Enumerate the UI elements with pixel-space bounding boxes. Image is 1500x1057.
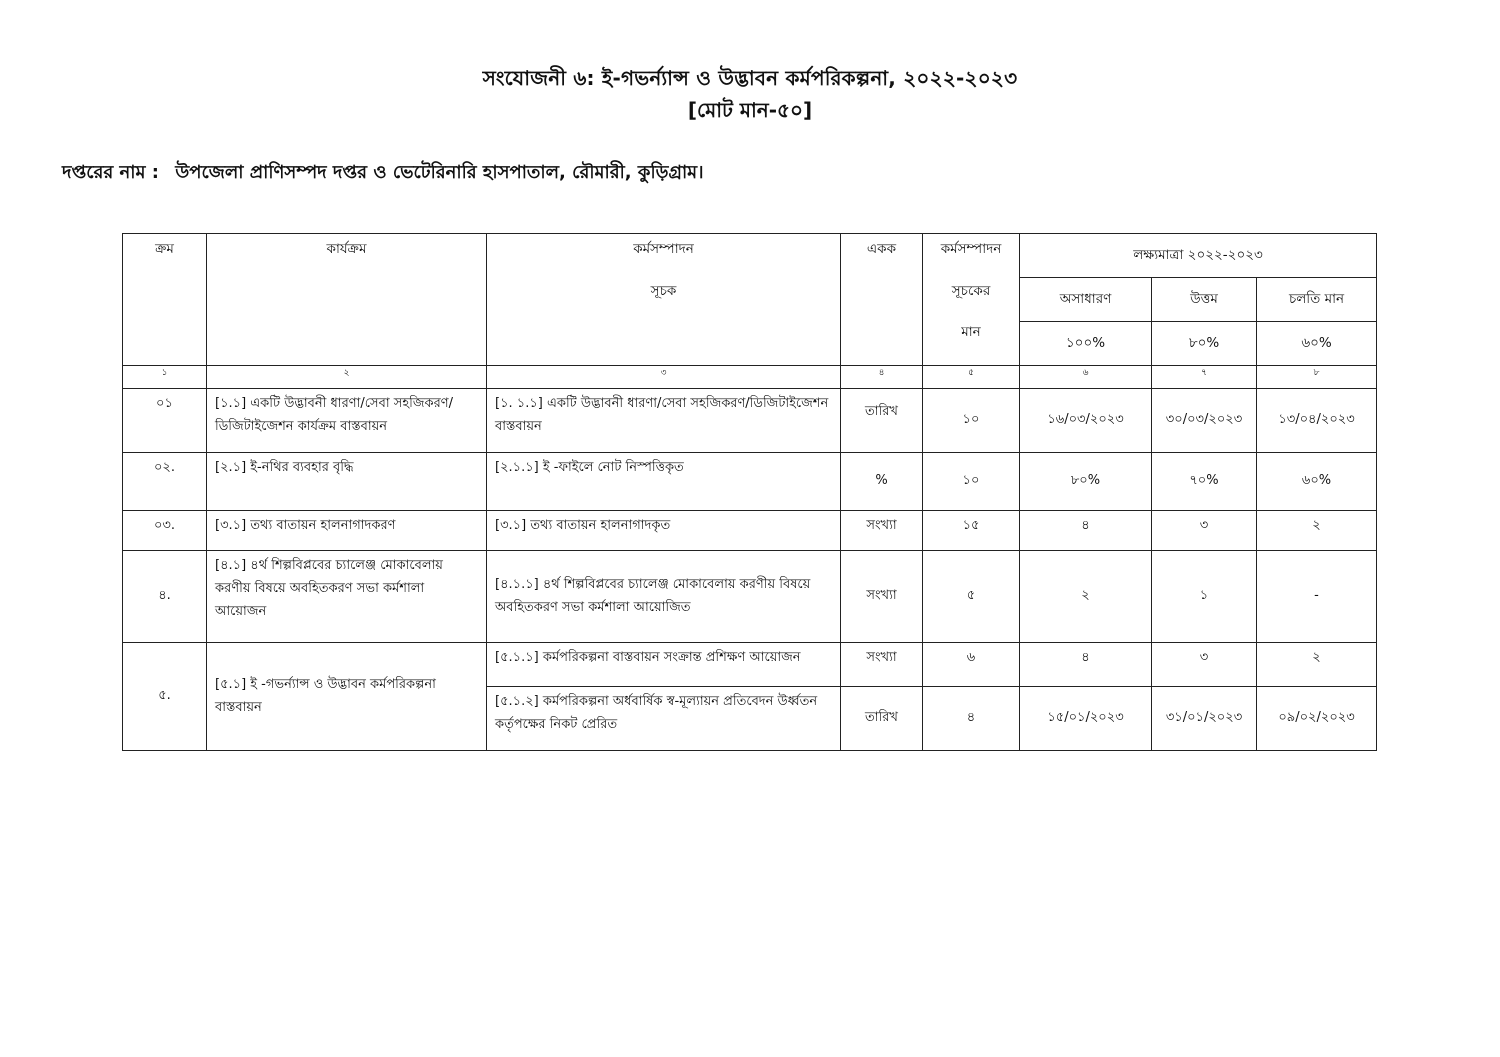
header-indicator-line2: সূচক: [650, 282, 677, 299]
cell-indicator: [৪.১.১] ৪র্থ শিল্পবিপ্লবের চ্যালেঞ্জ মোকাবেলায় করণীয় বিষয়ে অবহিতকরণ সভা কর্মশালা আয়োজিত: [487, 551, 841, 643]
cell-indicator: [২.১.১] ই -ফাইলে নোট নিস্পত্তিকৃত: [487, 453, 841, 511]
header-indicator-line1: কর্মসম্পাদন: [633, 241, 694, 257]
header-current: চলতি মান: [1257, 278, 1377, 322]
table-row: [123, 511, 1377, 551]
header-good: উত্তম: [1152, 278, 1257, 322]
cell-value: ৫: [923, 551, 1020, 643]
cell-indicator: [৫.১.২] কর্মপরিকল্পনা অর্ধবার্ষিক স্ব-মূল্যায়ন প্রতিবেদন উর্ধ্বতন কর্তৃপক্ষের নিকট প্রেরিত: [487, 687, 841, 751]
column-number: ৩: [487, 366, 841, 389]
cell-value: ১৫: [923, 511, 1020, 551]
cell-current: -: [1257, 551, 1377, 643]
cell-good: ৩: [1152, 643, 1257, 687]
column-number: ৫: [923, 366, 1020, 389]
cell-current: ২: [1257, 511, 1377, 551]
cell-indicator: [৫.১.১] কর্মপরিকল্পনা বাস্তবায়ন সংক্রান্ত প্রশিক্ষণ আয়োজন: [487, 643, 841, 687]
cell-activity: [২.১] ই-নথির ব্যবহার বৃদ্ধি: [207, 453, 487, 511]
cell-good: ৩০/০৩/২০২৩: [1152, 389, 1257, 453]
cell-activity: [৫.১] ই -গভর্ন্যান্স ও উদ্ভাবন কর্মপরিকল্পনা বাস্তবায়ন: [207, 643, 487, 751]
cell-extraordinary: ৮০%: [1020, 453, 1152, 511]
page-title: সংযোজনী ৬: ই-গভর্ন্যান্স ও উদ্ভাবন কর্মপরিকল্পনা, ২০২২-২০২৩: [482, 66, 1018, 90]
column-number: ৪: [841, 366, 923, 389]
cell-unit: সংখ্যা: [841, 511, 923, 551]
cell-serial: ০২.: [123, 453, 207, 511]
cell-current: ৬০%: [1257, 453, 1377, 511]
header-extraordinary: অসাধারণ: [1020, 278, 1152, 322]
cell-value: ১০: [923, 453, 1020, 511]
cell-extraordinary: ১৫/০১/২০২৩: [1020, 687, 1152, 751]
table-row: [123, 643, 1377, 687]
office-name: উপজেলা প্রাণিসম্পদ দপ্তর ও ভেটেরিনারি হাসপাতাল, রৌমারী, কুড়িগ্রাম।: [175, 162, 704, 183]
cell-extraordinary: ৪: [1020, 511, 1152, 551]
table-row: [123, 453, 1377, 511]
column-number-row: [123, 366, 1377, 389]
cell-extraordinary: ৪: [1020, 643, 1152, 687]
cell-indicator: [১. ১.১] একটি উদ্ভাবনী ধারণা/সেবা সহজিকরণ/ডিজিটাইজেশন বাস্তবায়ন: [487, 389, 841, 453]
cell-value: ১০: [923, 389, 1020, 453]
cell-good: ৩: [1152, 511, 1257, 551]
cell-good: ১: [1152, 551, 1257, 643]
header-value: [923, 234, 1020, 366]
column-number: ২: [207, 366, 487, 389]
cell-extraordinary: ২: [1020, 551, 1152, 643]
cell-good: ৩১/০১/২০২৩: [1152, 687, 1257, 751]
header-target: লক্ষ্যমাত্রা ২০২২-২০২৩: [1020, 234, 1377, 278]
column-number: ৬: [1020, 366, 1152, 389]
header-extraordinary-pct: ১০০%: [1020, 322, 1152, 366]
cell-unit: তারিখ: [841, 687, 923, 751]
column-number: ১: [123, 366, 207, 389]
header-current-pct: ৬০%: [1257, 322, 1377, 366]
cell-unit: তারিখ: [841, 389, 923, 453]
column-number: ৮: [1257, 366, 1377, 389]
office-line: [62, 158, 704, 189]
header-value-line2: সূচকের: [951, 282, 991, 299]
cell-value: ৪: [923, 687, 1020, 751]
header-good-pct: ৮০%: [1152, 322, 1257, 366]
cell-serial: ০৩.: [123, 511, 207, 551]
header-serial: ক্রম: [123, 234, 207, 366]
cell-good: ৭০%: [1152, 453, 1257, 511]
cell-serial: ৪.: [123, 551, 207, 643]
cell-extraordinary: ১৬/০৩/২০২৩: [1020, 389, 1152, 453]
cell-current: ১৩/০৪/২০২৩: [1257, 389, 1377, 453]
cell-serial: ৫.: [123, 643, 207, 751]
column-number: ৭: [1152, 366, 1257, 389]
cell-unit: সংখ্যা: [841, 551, 923, 643]
cell-current: ২: [1257, 643, 1377, 687]
cell-unit: সংখ্যা: [841, 643, 923, 687]
cell-activity: [১.১] একটি উদ্ভাবনী ধারণা/সেবা সহজিকরণ/ডিজিটাইজেশন কার্যক্রম বাস্তবায়ন: [207, 389, 487, 453]
cell-indicator: [৩.১] তথ্য বাতায়ন হালনাগাদকৃত: [487, 511, 841, 551]
action-plan-table: [122, 233, 1377, 751]
header-value-line1: কর্মসম্পাদন: [940, 241, 1002, 257]
cell-activity: [৪.১] ৪র্থ শিল্পবিপ্লবের চ্যালেঞ্জ মোকাবেলায় করণীয় বিষয়ে অবহিতকরণ সভা কর্মশালা আয়োজন: [207, 551, 487, 643]
header-activity: কার্যক্রম: [207, 234, 487, 366]
office-label: দপ্তরের নাম :: [62, 162, 159, 183]
cell-serial: ০১: [123, 389, 207, 453]
total-marks: [মোট মান-৫০]: [687, 98, 813, 122]
cell-value: ৬: [923, 643, 1020, 687]
table-row: [123, 389, 1377, 453]
header-indicator: [487, 234, 841, 366]
header-value-line3: মান: [961, 324, 981, 341]
table-row: [123, 551, 1377, 643]
header-unit: একক: [841, 234, 923, 366]
cell-current: ০৯/০২/২০২৩: [1257, 687, 1377, 751]
cell-unit: %: [841, 453, 923, 511]
cell-activity: [৩.১] তথ্য বাতায়ন হালনাগাদকরণ: [207, 511, 487, 551]
